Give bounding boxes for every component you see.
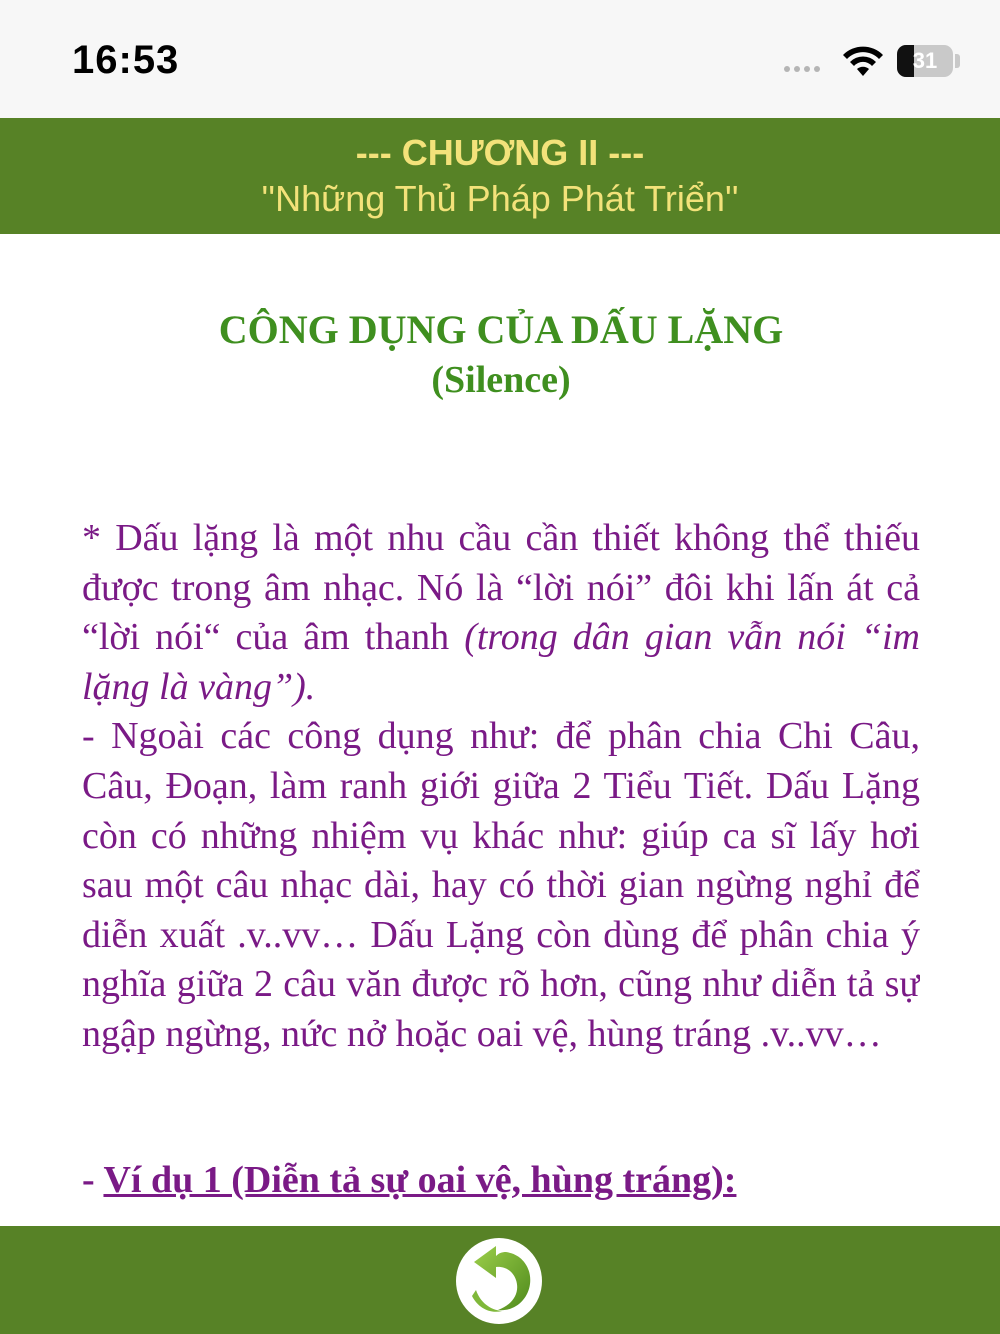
battery-icon xyxy=(897,45,953,77)
bottom-bar xyxy=(0,1226,1000,1334)
article-subtitle: (Silence) xyxy=(431,359,571,401)
article-title: CÔNG DỤNG CỦA DẤU LẶNG xyxy=(218,307,784,352)
article-body xyxy=(82,514,920,1060)
back-button[interactable] xyxy=(456,1238,542,1324)
example-prefix: - xyxy=(82,1159,104,1201)
battery-level: 31 xyxy=(912,48,938,73)
battery-cap xyxy=(955,54,960,68)
cellular-signal-icon xyxy=(784,66,820,72)
example-label: Ví dụ 1 (Diễn tả sự oai vệ, hùng tráng): xyxy=(103,1159,737,1201)
paragraph-2: - Ngoài các công dụng như: để phân chia Chi Câu, Câu, Đoạn, làm ranh giới giữa 2 Tiểu Tiết. Dấu Lặng còn có những nhiệm vụ khác như: giúp ca sĩ lấy hơi sau một câu nhạc dài, hay có thời gian ngừng nghỉ để diễn xuất .v..vv… Dấu Lặng còn dùng để phân chia ý nghĩa giữa 2 câu văn được rõ hơn, cũng như diễn tả sự ngập ngừng, nức nở hoặc oai vệ, hùng tráng .v..vv… xyxy=(82,715,920,1055)
back-arrow-icon xyxy=(456,1238,542,1324)
wifi-icon xyxy=(842,44,884,78)
paragraph-1-italic: (trong dân gian vẫn nói “im lặng là vàng”). xyxy=(82,616,920,708)
example-heading xyxy=(82,1158,920,1202)
paragraph-1-text: * Dấu lặng là một nhu cầu cần thiết không thể thiếu được trong âm nhạc. Nó là “lời nói” đôi khi lấn át cả “lời nói“ của âm thanh xyxy=(82,517,920,659)
article-content[interactable] xyxy=(82,234,920,1226)
chapter-subtitle: ''Những Thủ Pháp Phát Triển'' xyxy=(261,178,739,219)
status-time: 16:53 xyxy=(72,38,180,82)
chapter-title: --- CHƯƠNG II --- xyxy=(355,132,645,173)
status-bar xyxy=(0,0,1000,118)
paragraph-1 xyxy=(82,514,920,712)
chapter-header xyxy=(0,118,1000,234)
